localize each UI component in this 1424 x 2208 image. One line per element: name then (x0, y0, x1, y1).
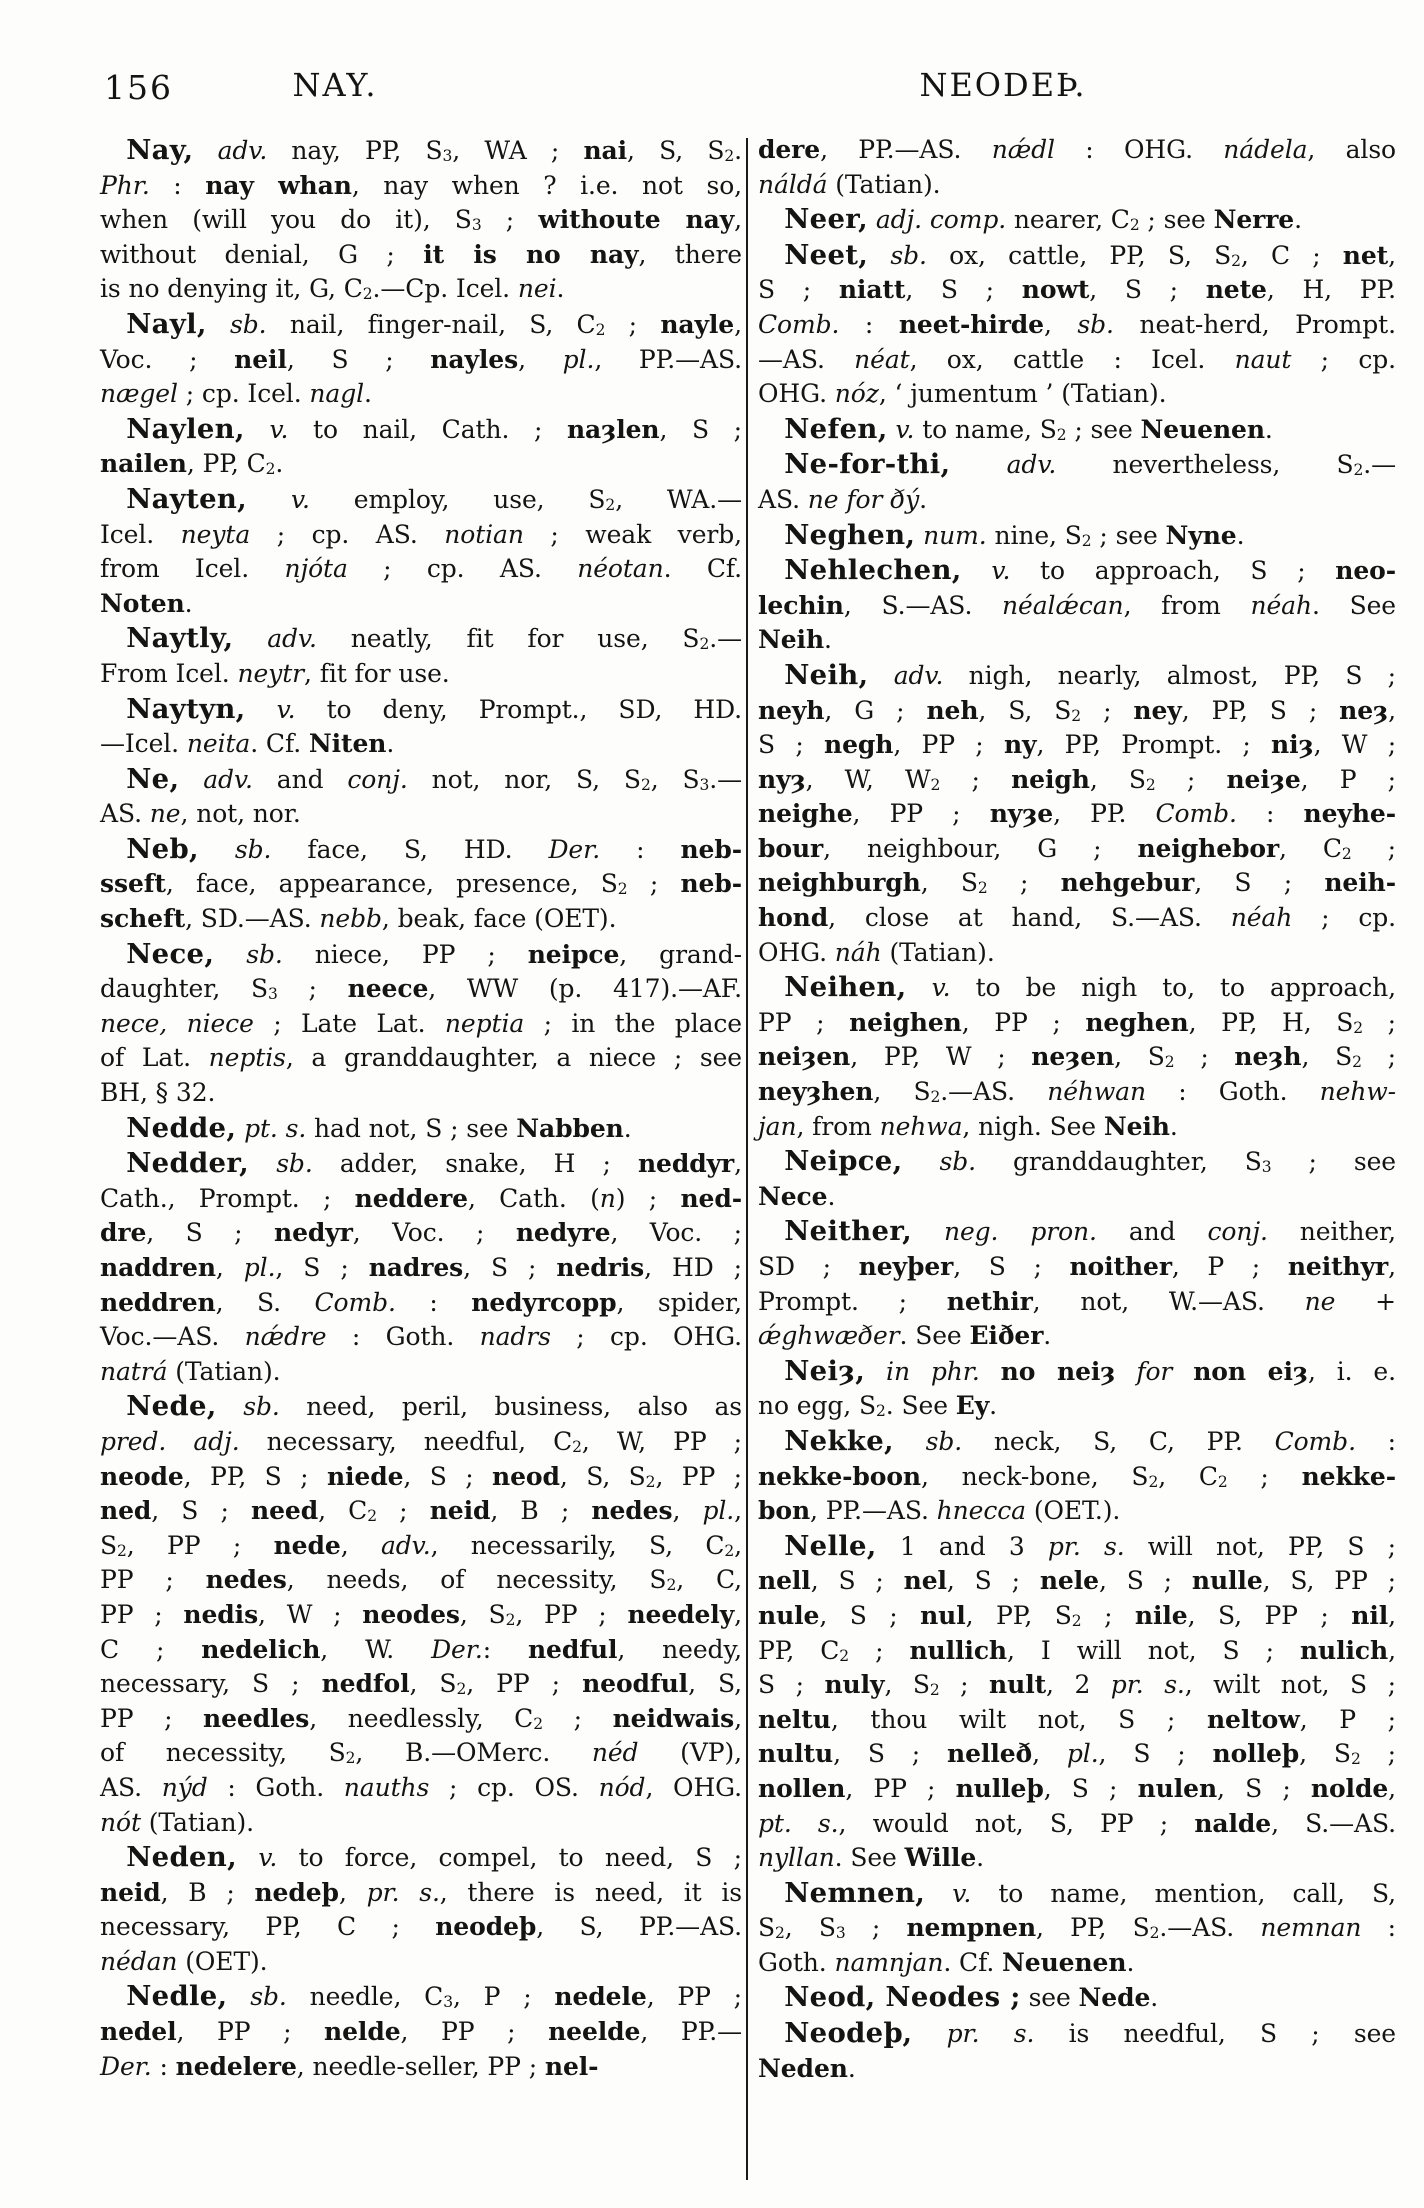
entry-line: bon, PP.—AS. hnecca (OET.). (758, 1496, 1121, 1526)
entry-nedle (100, 1979, 742, 2084)
entry-nayl (100, 307, 742, 412)
entry-line: nedel, PP ; nelde, PP ; neelde, PP.— (100, 2017, 742, 2047)
entry-neodeth (758, 2016, 1396, 2086)
entry-line: Voc. ; neil, S ; nayles, pl., PP.—AS. (100, 344, 742, 374)
entry-line: Cath., Prompt. ; neddere, Cath. (n) ; ned- (100, 1183, 742, 1213)
entry-line: AS. ne, not, nor. (100, 799, 301, 829)
entry-line: nót (Tatian). (100, 1807, 254, 1837)
entry-line: Neih, adv. nigh, nearly, almost, PP, S ; (784, 658, 1396, 691)
entry-line: Neih. (758, 625, 832, 655)
entry-nede (100, 1389, 742, 1840)
entry-line: —Icel. neita. Cf. Niten. (100, 729, 395, 759)
entry-nehlechen (758, 553, 1396, 658)
entry-line: Neden. (758, 2053, 856, 2083)
entry-naytly (100, 621, 742, 691)
entry-nekke (758, 1424, 1396, 1529)
entry-ne (100, 762, 742, 832)
entry-line: Nedde, pt. s. had not, S ; see Nabben. (126, 1111, 632, 1144)
column-left (100, 133, 742, 2084)
entry-line: Neod, Neodes ; see Nede. (784, 1981, 1159, 2014)
entry-line: Icel. neyta ; cp. AS. notian ; weak verb, (100, 519, 743, 549)
entry-nemnen (758, 1876, 1396, 1981)
entry-line: pt. s., would not, S, PP ; nalde, S.—AS. (758, 1808, 1396, 1838)
entry-line: nyȝ, W, $W_2$ ; neigh, $S_2$ ; neiȝe, P ; (758, 764, 1396, 794)
entry-line: AS. ne for ðý. (758, 484, 927, 514)
entry-line: Nayten, v. employ, use, $S_2$, WA.— (126, 482, 742, 515)
entry-neod-neodes (758, 1980, 1396, 2016)
entry-line: lechin, S.—AS. néalǽcan, from néah. See (758, 590, 1396, 620)
entry-line: dre, S ; nedyr, Voc. ; nedyre, Voc. ; (100, 1218, 742, 1248)
entry-line: Goth. namnjan. Cf. Neuenen. (758, 1947, 1135, 1977)
entry-line: sseft, face, appearance, presence, $S_2$ ; neb- (100, 869, 742, 899)
entry-line: necessary, S ; nedfol, $S_2$, PP ; neodful, S, (100, 1669, 742, 1699)
entry-line: nédan (OET). (100, 1946, 268, 1976)
entry-line: Voc.—AS. nǽdre : Goth. nadrs ; cp. OHG. (100, 1322, 742, 1352)
entry-line: Ne-for-thi, adv. nevertheless, $S_2.—$ (784, 448, 1396, 481)
entry-line: Der. : nedelere, needle-seller, PP ; nel- (100, 2051, 599, 2081)
entry-line: from Icel. njóta ; cp. AS. néotan. Cf. (100, 554, 742, 584)
entry-neither (758, 1214, 1396, 1353)
entry-neihen (758, 970, 1396, 1144)
entry-line: daughter, $S_3$ ; neece, WW (p. 417).—AF. (100, 974, 742, 1004)
entry-line: Neet, sb. ox, cattle, PP, S, $S_2$, C ; net, (784, 238, 1396, 271)
entry-line: PP, $C_2$ ; nullich, I will not, S ; nulich, (758, 1635, 1396, 1665)
entry-nedde (100, 1111, 742, 1147)
column-divider (746, 138, 748, 2180)
entry-line: Ne, adv. and conj. not, nor, S, $S_2$, $S_3.—$ (126, 762, 742, 795)
entry-line: scheft, SD.—AS. nebb, beak, face (OET). (100, 904, 617, 934)
entry-line: ned, S ; need, $C_2$ ; neid, B ; nedes, pl., (100, 1496, 742, 1526)
entry-nayten (100, 482, 742, 621)
entry-line: Nemnen, v. to name, mention, call, S, (784, 1876, 1396, 1909)
entry-line: AS. nýd : Goth. nauths ; cp. OS. nód, OHG. (100, 1772, 742, 1802)
entry-line: ǽghwæðer. See Eiðer. (758, 1321, 1052, 1351)
entry-line: naddren, pl., S ; nadres, S ; nedris, HD ; (100, 1253, 742, 1282)
entry-line: neid, B ; nedeþ, pr. s., there is need, it is (100, 1877, 742, 1907)
entry-line: S ; negh, PP ; ny, PP, Prompt. ; niȝ, W ; (758, 730, 1397, 760)
entry-line: neddren, S. Comb. : nedyrcopp, spider, (100, 1287, 742, 1317)
entry-line: OHG. náh (Tatian). (758, 937, 995, 967)
entry-line: S ; niatt, S ; nowt, S ; nete, H, PP. (758, 275, 1396, 305)
entry-line: Neer, adj. comp. nearer, $C_2$ ; see Nerre. (784, 203, 1302, 236)
entry-line: SD ; neyþer, S ; noither, P ; neithyr, (758, 1252, 1396, 1281)
entry-line: náldá (Tatian). (758, 169, 941, 199)
entry-line: of Lat. neptis, a granddaughter, a niece ; see (100, 1043, 742, 1073)
entry-nece (100, 937, 742, 1111)
entry-line: neode, PP, S ; niede, S ; neod, S, $S_2$, PP ; (100, 1461, 742, 1491)
entry-line: Nelle, 1 and 3 pr. s. will not, PP, S ; (784, 1529, 1396, 1562)
entry-line: Nedle, sb. needle, $C_3$, P ; nedele, PP ; (126, 1980, 742, 2013)
entry-line: Comb. : neet-hirde, sb. neat-herd, Prompt. (758, 309, 1396, 339)
entry-line: BH, § 32. (100, 1078, 216, 1108)
entry-line: Naytly, adv. neatly, fit for use, $S_2.—$ (126, 622, 742, 655)
entry-line: neyȝhen, $S_2.—AS$. néhwan : Goth. nehw- (758, 1077, 1397, 1107)
running-head-left: NAY. (292, 66, 378, 104)
entry-line: Nece. (758, 1181, 836, 1211)
entry-line: without denial, G ; it is no nay, there (100, 239, 742, 269)
entry-line: Nede, sb. need, peril, business, also as (126, 1390, 742, 1423)
entry-line: hond, close at hand, S.—AS. néah ; cp. (758, 903, 1396, 933)
entry-line: nollen, PP ; nulleþ, S ; nulen, S ; nolde, (758, 1773, 1396, 1803)
entry-line: Neither, neg. pron. and conj. neither, (784, 1215, 1396, 1248)
entry-line: Neiȝ, in phr. no neiȝ for non eiȝ, i. e. (784, 1354, 1396, 1387)
entry-line: neltu, thou wilt not, S ; neltow, P ; (758, 1704, 1396, 1734)
entry-line: natrá (Tatian). (100, 1356, 281, 1386)
entry-line: nailen, PP, $C_2$. (100, 449, 284, 479)
entry-line: neighburgh, $S_2$ ; nehgebur, S ; neih- (758, 868, 1396, 898)
entry-line: nece, niece ; Late Lat. neptia ; in the place (100, 1008, 742, 1038)
entry-line: when (will you do it), $S_3$ ; withoute nay, (100, 205, 742, 235)
entry-line: nultu, S ; nelleð, pl., S ; nolleþ, $S_2$ ; (758, 1739, 1396, 1769)
entry-line: nægel ; cp. Icel. nagl. (100, 379, 372, 409)
entry-line: C ; nedelich, W. Der.: nedful, needy, (100, 1634, 742, 1664)
entry-line: S ; nuly, $S_2$ ; nult, 2 pr. s., wilt not, S ; (758, 1670, 1396, 1700)
entry-line: Nece, sb. niece, PP ; neipce, grand- (126, 937, 742, 970)
entry-ne-for-thi (758, 447, 1396, 517)
entry-line: Neihen, v. to be nigh to, to approach, (784, 971, 1396, 1004)
entry-line: neyh, G ; neh, S, $S_2$ ; ney, PP, S ; neȝ, (758, 695, 1396, 725)
entry-neipce (758, 1144, 1396, 1214)
entry-line: nyllan. See Wille. (758, 1843, 984, 1873)
entry-line: —AS. néat, ox, cattle : Icel. naut ; cp. (758, 344, 1396, 374)
entry-neet (758, 238, 1396, 412)
entry-line: dere, PP.—AS. nǽdl : OHG. nádela, also (758, 135, 1397, 164)
entry-line: of necessity, $S_2$, B.—OMerc. néd (VP), (100, 1738, 742, 1768)
entry-line: OHG. nóz, ‘ jumentum ’ (Tatian). (758, 379, 1167, 409)
entry-line: Nefen, v. to name, $S_2$ ; see Neuenen. (784, 412, 1273, 445)
entry-neih (758, 658, 1396, 970)
entry-line: Noten. (100, 588, 193, 618)
entry-line: nekke-boon, neck-bone, $S_2$, $C_2$ ; nekke- (758, 1461, 1396, 1491)
entry-line: pred. adj. necessary, needful, $C_2$, W, PP ; (100, 1426, 742, 1457)
running-head-right: NEODEÞ. (919, 66, 1087, 104)
entry-neiz (758, 1354, 1396, 1424)
entry-naytyn (100, 692, 742, 762)
entry-line: PP ; nedes, needs, of necessity, $S_2$, C, (100, 1565, 742, 1595)
entry-line: jan, from nehwa, nigh. See Neih. (758, 1111, 1178, 1141)
entry-line: Nehlechen, v. to approach, S ; neo- (784, 554, 1396, 587)
entry-line: $S_2$, PP ; nede, adv., necessarily, S, $C_2$, (100, 1530, 742, 1560)
entry-line: Neden, v. to force, compel, to need, S ; (126, 1841, 742, 1874)
entry-line: necessary, PP, C ; neodeþ, S, PP.—AS. (100, 1912, 742, 1942)
entry-line: Nay, adv. nay, PP, $S_3$, WA ; nai, S, $S_2$. (126, 134, 742, 166)
entry-line: Nekke, sb. neck, S, C, PP. Comb. : (784, 1424, 1396, 1457)
entry-neb (100, 832, 742, 937)
entry-line: neiȝen, PP, W ; neȝen, $S_2$ ; neȝh, $S_2$ ; (758, 1042, 1396, 1072)
entry-line: nell, S ; nel, S ; nele, S ; nulle, S, PP ; (758, 1566, 1396, 1596)
entry-line: PP ; nedis, W ; neodes, $S_2$, PP ; needely, (100, 1599, 742, 1630)
entry-nelle (758, 1529, 1396, 1876)
column-right (758, 133, 1396, 2086)
entry-line: Nayl, sb. nail, finger-nail, S, $C_2$ ; nayle, (126, 307, 742, 340)
entry-line: PP ; needles, needlessly, $C_2$ ; neidwais, (100, 1703, 742, 1733)
entry-line: Neghen, num. nine, $S_2$ ; see Nyne. (784, 518, 1245, 551)
entry-neden (100, 1840, 742, 1979)
entry-nedle-continued (758, 133, 1396, 202)
entry-line: From Icel. neytr, fit for use. (100, 658, 450, 688)
entry-line: Naytyn, v. to deny, Prompt., SD, HD. (126, 692, 742, 725)
page-number: 156 (104, 68, 173, 107)
entry-neer (758, 202, 1396, 238)
entry-line: PP ; neighen, PP ; neghen, PP, H, $S_2$ ; (758, 1007, 1397, 1037)
entry-line: nule, S ; nul, PP, $S_2$ ; nile, S, PP ; nil, (758, 1600, 1396, 1631)
entry-line: no egg, $S_2$. See Ey. (758, 1391, 998, 1421)
entry-naylen (100, 412, 742, 482)
entry-neghen (758, 518, 1396, 554)
entry-line: neighe, PP ; nyȝe, PP. Comb. : neyhe- (758, 799, 1396, 829)
entry-line: bour, neighbour, G ; neighebor, $C_2$ ; (758, 833, 1396, 864)
entry-line: Neipce, sb. granddaughter, $S_3$ ; see (784, 1145, 1397, 1178)
entry-line: Nedder, sb. adder, snake, H ; neddyr, (126, 1147, 742, 1180)
entry-line: Phr. : nay whan, nay when ? i.e. not so, (100, 170, 742, 200)
entry-line: Neodeþ, pr. s. is needful, S ; see (784, 2017, 1396, 2050)
entry-line: Prompt. ; nethir, not, W.—AS. ne + (758, 1286, 1397, 1316)
entry-nedder (100, 1146, 742, 1389)
entry-nay (100, 133, 742, 307)
entry-line: is no denying it, G, $C_2.—Cp$. Icel. nei. (100, 274, 565, 304)
entry-nefen (758, 412, 1396, 448)
entry-line: Neb, sb. face, S, HD. Der. : neb- (126, 832, 742, 865)
entry-line: Naylen, v. to nail, Cath. ; naȝlen, S ; (126, 412, 742, 445)
entry-line: $S_2$, $S_3$ ; nempnen, PP, $S_2.—AS$. nemnan : (758, 1913, 1396, 1943)
